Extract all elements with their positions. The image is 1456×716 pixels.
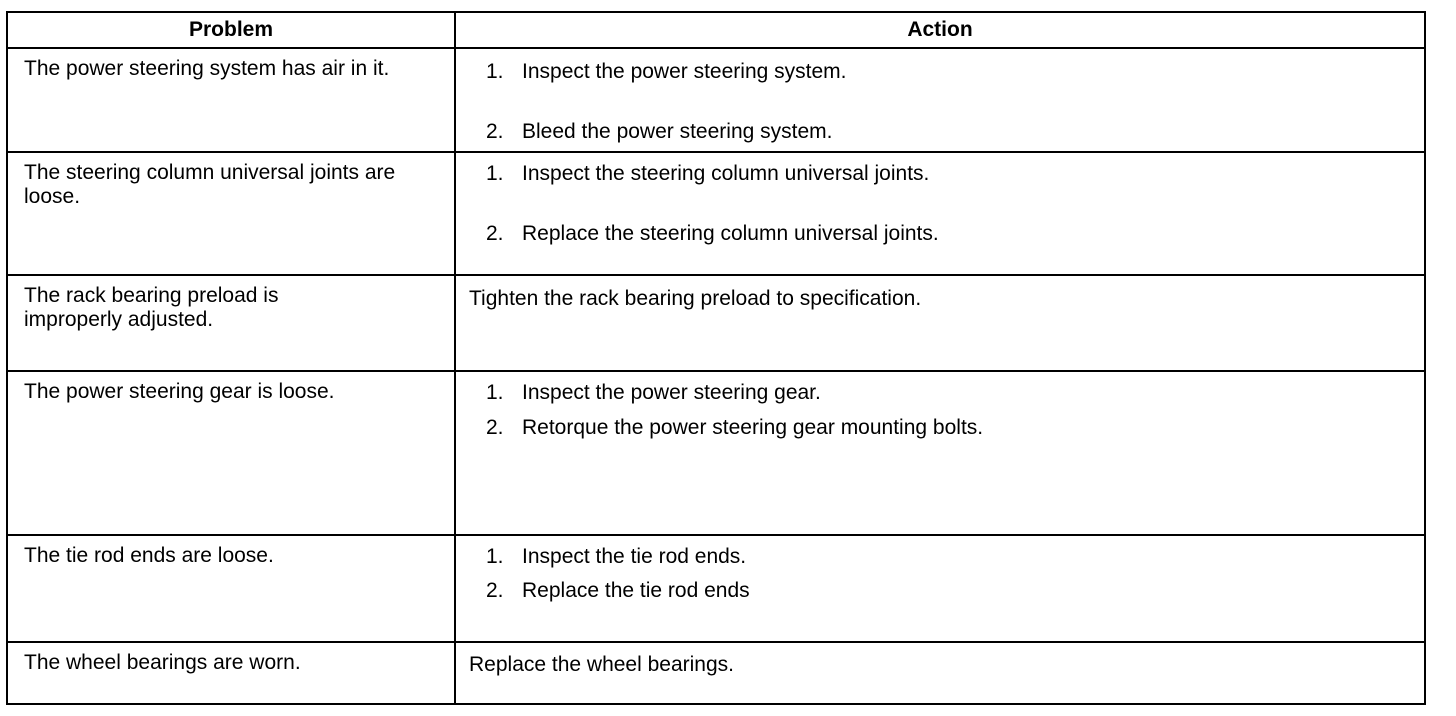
problem-cell [8,536,454,641]
problem-cell [8,49,454,151]
table-row [8,151,1424,274]
step-text: Inspect the power steering system. [522,60,847,83]
step-text: Retorque the power steering gear mounting bolts. [522,416,984,439]
problem-column-header: Problem [188,18,274,41]
step-text: Inspect the steering column universal joints. [522,162,930,185]
step-number: 1. [486,162,504,185]
problem-text: The wheel bearings are worn. [24,651,301,674]
action-column-header: Action [907,18,973,41]
action-step [486,120,833,144]
step-text: Replace the steering column universal joints. [522,222,939,245]
header-row [8,13,1424,47]
action-cell [456,536,1424,641]
problem-cell [8,153,454,274]
step-number: 2. [486,120,504,143]
action-step [486,416,983,440]
problem-text: The steering column universal joints are loose. [24,161,396,208]
table-row [8,274,1424,370]
step-number: 2. [486,416,504,439]
table-row [8,47,1424,151]
problem-cell [8,643,454,703]
problem-text: The tie rod ends are loose. [24,544,274,567]
table-row [8,641,1424,703]
action-step [486,545,746,569]
diagnostic-table [6,11,1426,705]
step-number: 1. [486,60,504,83]
action-cell [456,643,1424,703]
step-text: Inspect the power steering gear. [522,381,821,404]
problem-cell [8,276,454,370]
action-text: Replace the wheel bearings. [469,653,735,676]
action-cell [456,372,1424,534]
action-cell [456,49,1424,151]
step-number: 2. [486,222,504,245]
table-row [8,534,1424,641]
problem-text: The power steering gear is loose. [24,380,335,403]
step-text: Inspect the tie rod ends. [522,545,747,568]
problem-text: The rack bearing preload is improperly adjusted. [24,284,279,331]
table-row [8,370,1424,534]
step-number: 2. [486,579,504,602]
step-number: 1. [486,381,504,404]
step-number: 1. [486,545,504,568]
step-text: Bleed the power steering system. [522,120,833,143]
action-step [486,579,750,603]
problem-text: The power steering system has air in it. [24,57,390,80]
action-text: Tighten the rack bearing preload to specification. [469,287,922,310]
action-cell [456,153,1424,274]
action-step [486,162,929,186]
problem-cell [8,372,454,534]
action-step [486,381,821,405]
step-text: Replace the tie rod ends [522,579,750,602]
action-step [486,60,847,84]
action-cell [456,276,1424,370]
action-step [486,222,939,246]
